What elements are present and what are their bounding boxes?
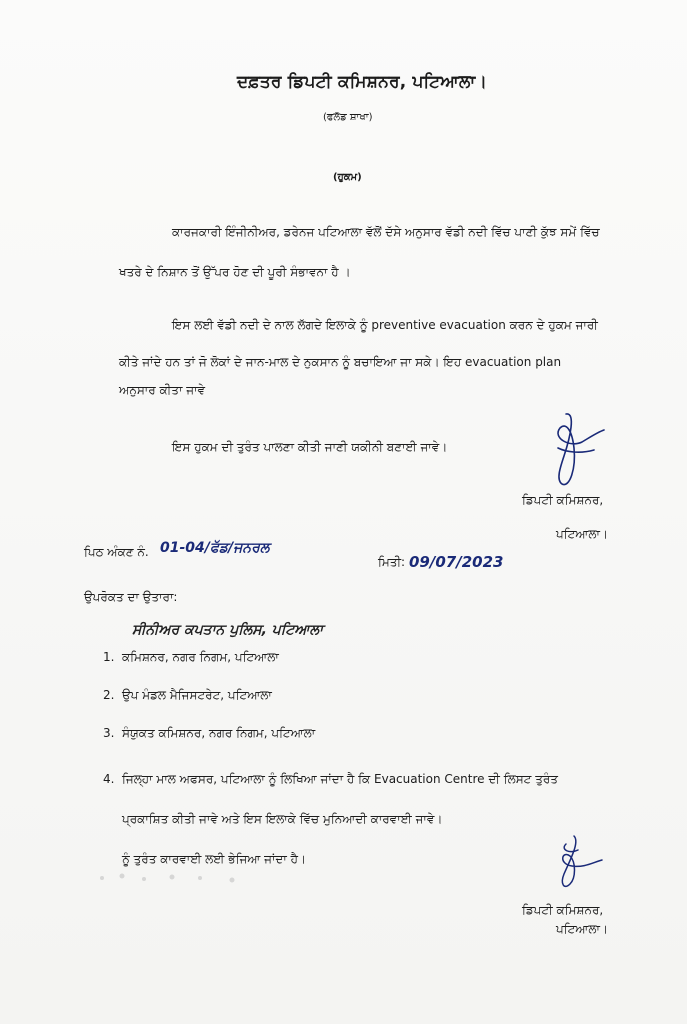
signatory-place: ਪਟਿਆਲਾ।	[556, 527, 608, 541]
recipient-2-num: 2.	[103, 688, 115, 702]
signatory-title: ਡਿਪਟੀ ਕਮਿਸ਼ਨਰ,	[522, 493, 604, 507]
copy-heading: ਉਪਰੋਕਤ ਦਾ ਉਤਾਰਾ:	[84, 590, 178, 604]
recipient-4-text: ਜਿਲ੍ਹਾ ਮਾਲ ਅਫਸਰ, ਪਟਿਆਲਾ ਨੂੰ ਲਿਖਿਆ ਜਾਂਦਾ ਹੈ ਕਿ Evacuation Centre ਦੀ ਲਿਸਟ ਤੁਰੰਤ	[122, 772, 558, 786]
recipient-3-num: 3.	[103, 726, 115, 740]
closing-line: ਨੂੰ ਤੁਰੰਤ ਕਾਰਵਾਈ ਲਈ ਭੇਜਿਆ ਜਾਂਦਾ ਹੈ।	[122, 852, 307, 866]
recipient-4-line2: ਪ੍ਰਕਾਸ਼ਿਤ ਕੀਤੀ ਜਾਵੇ ਅਤੇ ਇਸ ਇਲਾਕੇ ਵਿੱਚ ਮੁਨਿਆਦੀ ਕਾਰਵਾਈ ਜਾਵੇ।	[122, 812, 443, 826]
para3: ਇਸ ਹੁਕਮ ਦੀ ਤੁਰੰਤ ਪਾਲਣਾ ਕੀਤੀ ਜਾਣੀ ਯਕੀਨੀ ਬਣਾਈ ਜਾਵੇ।	[172, 440, 448, 454]
endorsement-label: ਪਿਠ ਅੰਕਣ ਨੰ.	[84, 545, 149, 559]
recipient-3-text: ਸੰਯੁਕਤ ਕਮਿਸ਼ਨਰ, ਨਗਰ ਨਿਗਮ, ਪਟਿਆਲਾ	[122, 726, 316, 740]
signatory2-place: ਪਟਿਆਲਾ।	[556, 922, 608, 936]
para1-line1: ਕਾਰਜਕਾਰੀ ਇੰਜੀਨੀਅਰ, ਡਰੇਨਜ ਪਟਿਆਲਾ ਵੱਲੋਂ ਦੱਸੇ ਅਨੁਸਾਰ ਵੱਡੀ ਨਦੀ ਵਿੱਚ ਪਾਣੀ ਕੁੱਝ ਸਮੇਂ ਵਿੱਚ	[172, 225, 600, 239]
recipient-1-num: 1.	[103, 650, 115, 664]
date-value: 09/07/2023	[409, 553, 504, 571]
recipient-2-text: ਉਪ ਮੰਡਲ ਮੈਜਿਸਟਰੇਟ, ਪਟਿਆਲਾ	[122, 688, 272, 702]
smudge-mark	[82, 866, 262, 890]
signature-1	[536, 408, 608, 490]
recipient-4-num: 4.	[103, 772, 115, 786]
para1-line2: ਖਤਰੇ ਦੇ ਨਿਸ਼ਾਨ ਤੋਂ ਉੱਪਰ ਹੋਣ ਦੀ ਪੂਰੀ ਸੰਭਾਵਨਾ ਹੈ ।	[119, 265, 351, 279]
recipient-1-text: ਕਮਿਸ਼ਨਰ, ਨਗਰ ਨਿਗਮ, ਪਟਿਆਲਾ	[122, 650, 279, 664]
para2-line3: ਅਨੁਸਾਰ ਕੀਤਾ ਜਾਵੇ	[119, 383, 206, 397]
office-title: ਦਫ਼ਤਰ ਡਿਪਟੀ ਕਮਿਸ਼ਨਰ, ਪਟਿਆਲਾ।	[237, 72, 488, 92]
signature-2	[540, 832, 606, 896]
para2-line1: ਇਸ ਲਈ ਵੱਡੀ ਨਦੀ ਦੇ ਨਾਲ ਲੱਗਦੇ ਇਲਾਕੇ ਨੂੰ preventive evacuation ਕਰਨ ਦੇ ਹੁਕਮ ਜਾਰੀ	[172, 318, 598, 332]
date-label: ਮਿਤੀ:	[378, 555, 406, 569]
order-heading: (ਹੁਕਮ)	[333, 172, 362, 183]
handwritten-recipient: ਸੀਨੀਅਰ ਕਪਤਾਨ ਪੁਲਿਸ, ਪਟਿਆਲਾ	[132, 622, 323, 638]
endorsement-number: 01-04/ਫੱਡ/ਜਨਰਲ	[160, 540, 270, 556]
para2-line2: ਕੀਤੇ ਜਾਂਦੇ ਹਨ ਤਾਂ ਜੋ ਲੋਕਾਂ ਦੇ ਜਾਨ-ਮਾਲ ਦੇ ਨੁਕਸਾਨ ਨੂੰ ਬਚਾਇਆ ਜਾ ਸਕੇ। ਇਹ evacuation plan	[119, 355, 562, 369]
signatory2-title: ਡਿਪਟੀ ਕਮਿਸ਼ਨਰ,	[522, 903, 604, 917]
branch-label: (ਫਲੱਡ ਸ਼ਾਖਾ)	[323, 112, 373, 123]
